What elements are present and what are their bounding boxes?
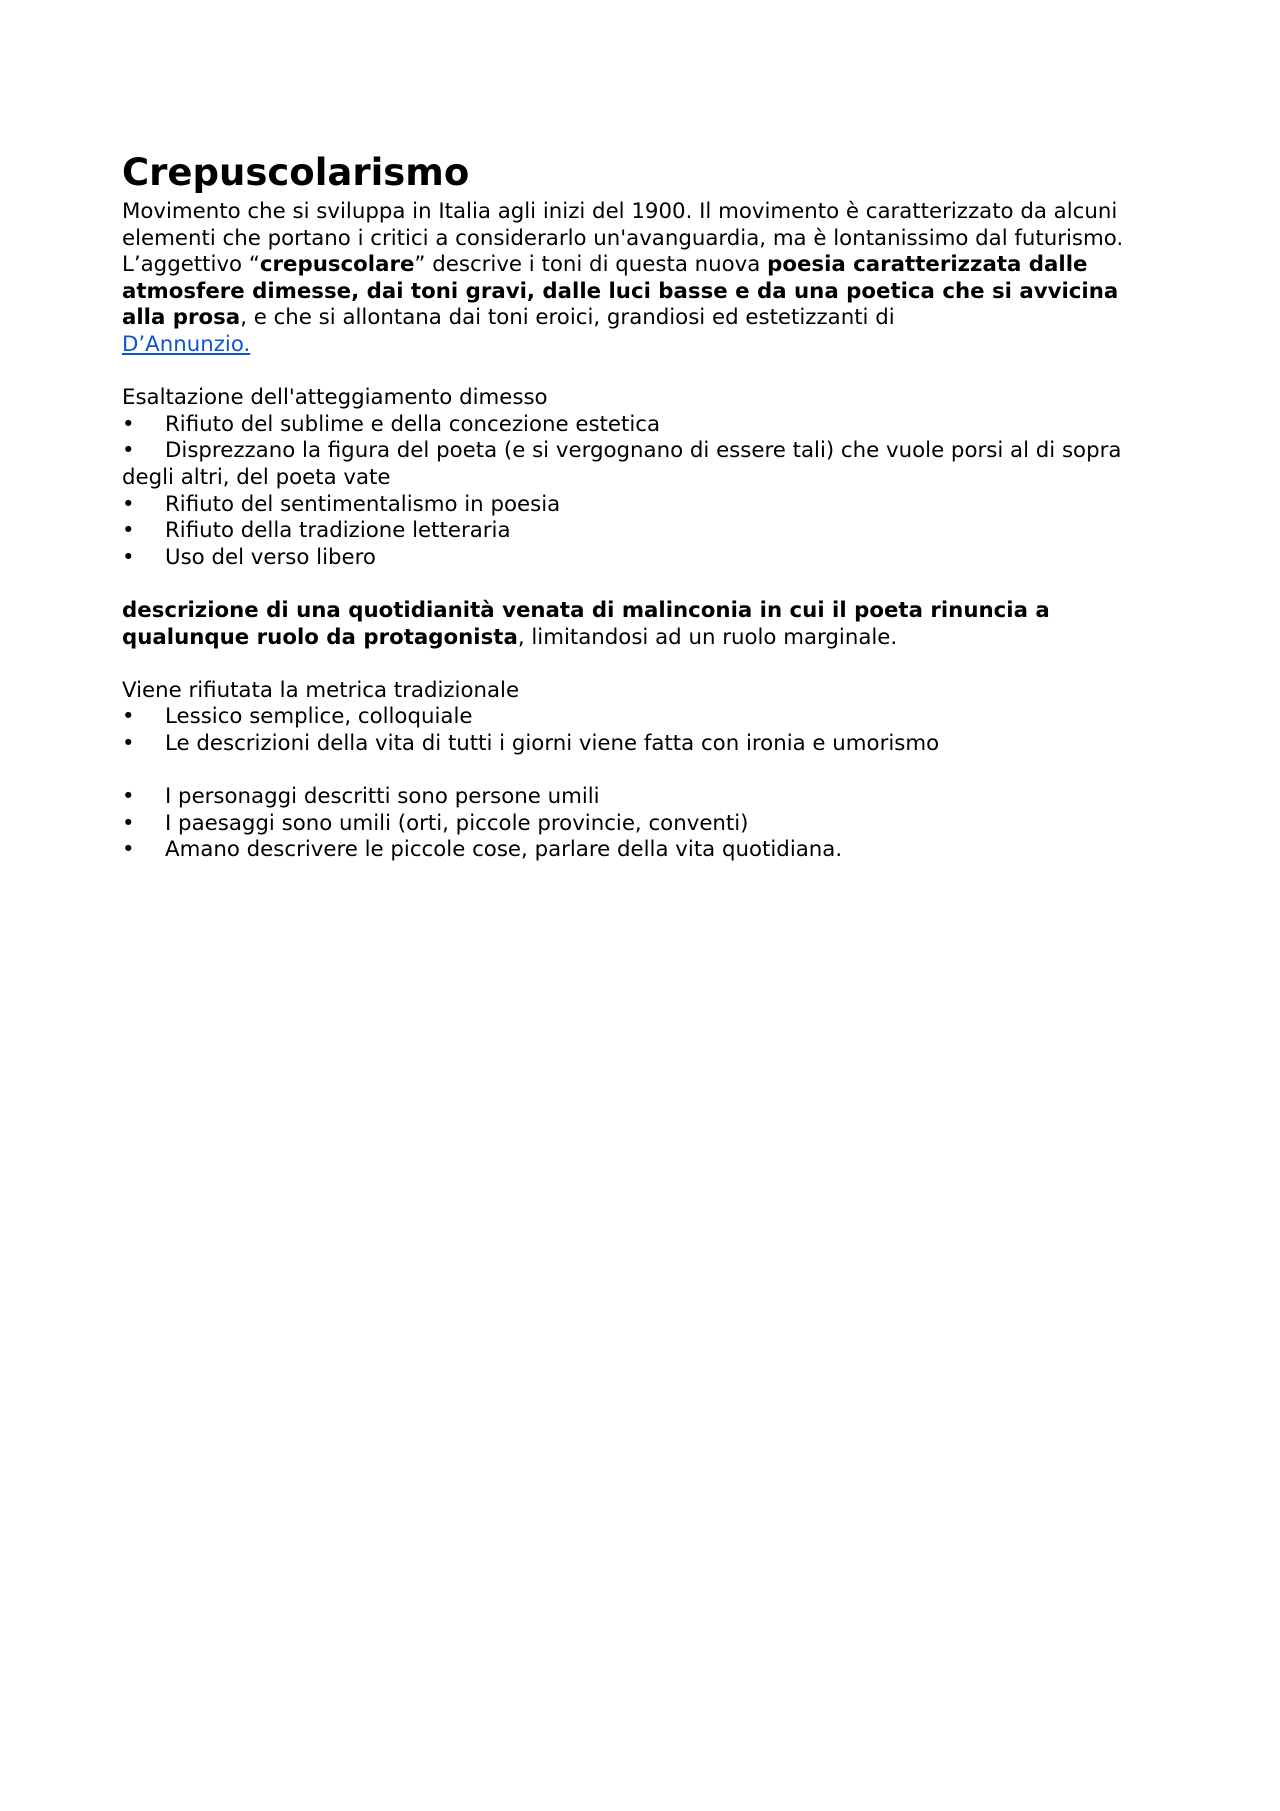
spacer [122, 571, 1167, 598]
list-item [122, 492, 1167, 519]
list-item-text: Disprezzano la figura del poeta (e si vergognano di essere tali) che vuole porsi al di sopra degli altri, del poeta vate [122, 438, 1122, 490]
quotidianita-rest: , limitandosi ad un ruolo marginale. [517, 624, 898, 650]
aggettivo-paragraph [122, 252, 1167, 358]
page-title: Crepuscolarismo [122, 151, 470, 194]
bullet-icon: • [122, 411, 135, 437]
list-item [122, 784, 1167, 811]
list-item-text: Le descrizioni della vita di tutti i giorni viene fatta con ironia e umorismo [165, 730, 940, 756]
bullet-icon: • [122, 544, 135, 570]
list-item [122, 518, 1167, 545]
list-item-text: Uso del verso libero [165, 544, 376, 570]
aggettivo-text-1: L’aggettivo “ [122, 252, 260, 278]
bullet-icon: • [122, 810, 135, 836]
section3-list [122, 784, 1167, 864]
list-item [122, 811, 1167, 838]
aggettivo-text-2: ” descrive i toni di questa nuova [414, 252, 768, 278]
list-item-text: I paesaggi sono umili (orti, piccole provincie, conventi) [165, 810, 749, 836]
spacer [122, 757, 1167, 784]
aggettivo-bold-2: poesia caratterizzata dalle atmosfere dimesse, dai toni gravi, dalle luci basse e da una poetica che si avvicina alla prosa [122, 252, 1119, 331]
list-item [122, 704, 1167, 731]
bullet-icon: • [122, 704, 135, 730]
aggettivo-bold-1: crepuscolare [259, 252, 415, 278]
document-page [122, 150, 1167, 864]
bullet-icon: • [122, 837, 135, 863]
list-item-text: Rifiuto del sublime e della concezione estetica [165, 411, 661, 437]
spacer [122, 651, 1167, 678]
quotidianita-bold: descrizione di una quotidianità venata di malinconia in cui il poeta rinuncia a qualunque ruolo da protagonista [122, 597, 1050, 650]
list-item [122, 545, 1167, 572]
bullet-icon: • [122, 730, 135, 756]
bullet-icon: • [122, 518, 135, 544]
list-item-text: Amano descrivere le piccole cose, parlare della vita quotidiana. [165, 837, 843, 863]
section1-list [122, 412, 1167, 572]
quotidianita-paragraph [122, 598, 1167, 651]
section2-heading: Viene rifiutata la metrica tradizionale [122, 677, 520, 703]
spacer [122, 359, 1167, 386]
list-item [122, 438, 1167, 491]
aggettivo-text-3: , e che si allontana dai toni eroici, grandiosi ed estetizzanti di [240, 305, 895, 331]
list-item [122, 837, 1167, 864]
section2-list [122, 704, 1167, 757]
bullet-icon: • [122, 491, 135, 517]
bullet-icon: • [122, 784, 135, 810]
section1-heading: Esaltazione dell'atteggiamento dimesso [122, 385, 548, 411]
list-item-text: Rifiuto del sentimentalismo in poesia [165, 491, 561, 517]
dannunzio-link[interactable]: D’Annunzio. [122, 331, 251, 357]
list-item-text: I personaggi descritti sono persone umili [165, 784, 600, 810]
list-item-text: Rifiuto della tradizione letteraria [165, 518, 511, 544]
list-item [122, 731, 1167, 758]
intro-paragraph: Movimento che si sviluppa in Italia agli inizi del 1900. Il movimento è caratterizzato da alcuni elementi che portano i critici a considerarlo un'avanguardia, ma è lontanissimo dal futurismo. [122, 199, 1124, 251]
list-item-text: Lessico semplice, colloquiale [165, 704, 473, 730]
list-item [122, 412, 1167, 439]
bullet-icon: • [122, 438, 135, 464]
